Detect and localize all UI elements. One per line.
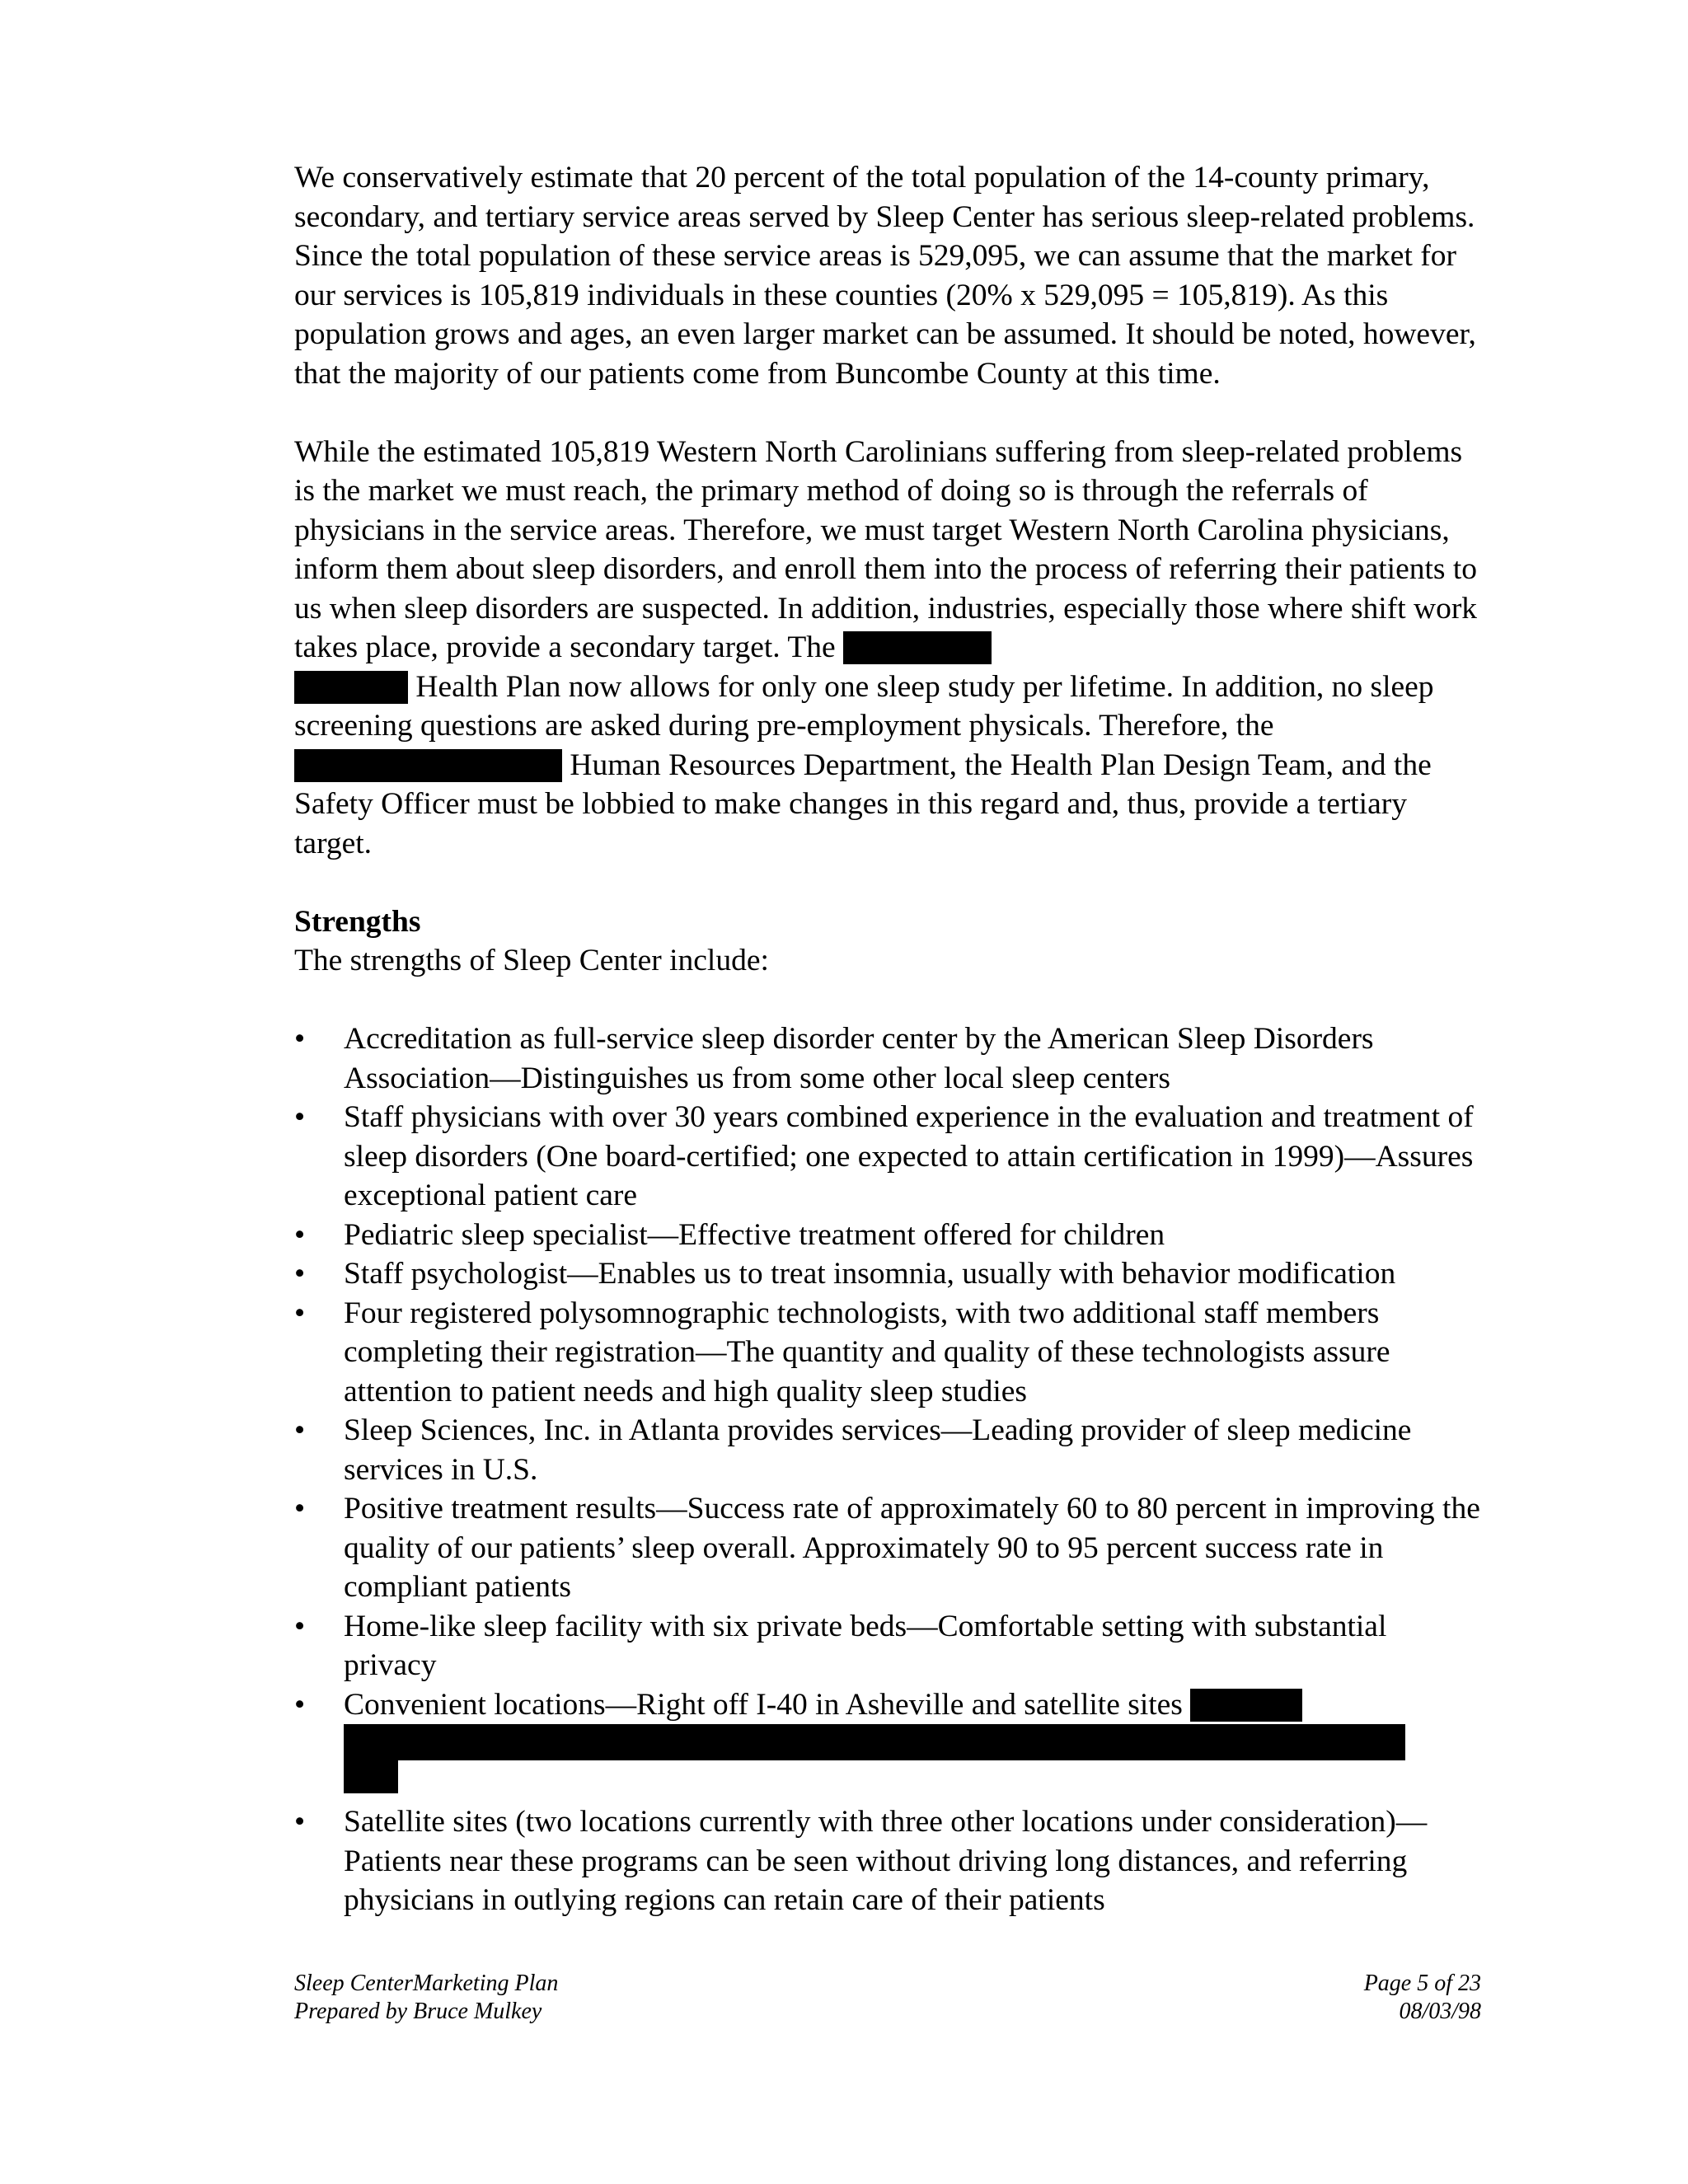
list-item-text: Home-like sleep facility with six private beds—Comfortable setting with substantial privacy — [344, 1609, 1387, 1682]
list-item-text: Staff physicians with over 30 years combined experience in the evaluation and treatment of sleep disorders (One board-certified; one expected to attain certification in 1999)—Assures exceptional patient care — [344, 1100, 1474, 1212]
list-item-text: Convenient locations—Right off I-40 in Asheville and satellite sites — [344, 1687, 1183, 1722]
bullet: • — [294, 1022, 306, 1056]
redaction-bar — [344, 1760, 398, 1793]
bullet: • — [294, 1492, 306, 1526]
list-item-text: Pediatric sleep specialist—Effective treatment offered for children — [344, 1217, 1165, 1252]
list-item — [294, 1216, 1481, 1255]
list-item — [294, 1019, 1481, 1098]
page-footer — [294, 1970, 1481, 2026]
redaction-bar — [294, 671, 408, 704]
document-body — [294, 158, 1481, 1920]
bullet: • — [294, 1687, 306, 1722]
list-item — [294, 1411, 1481, 1489]
strengths-list-continued — [294, 1802, 1481, 1920]
list-item-text: Satellite sites (two locations currently with three other locations under consideration)—Patients near these programs can be seen without driving long distances, and referring physicians in outlying regions can retain care of their patients — [344, 1805, 1428, 1917]
footer-row — [294, 1970, 1481, 1998]
target-market-text-2: Health Plan now allows for only one sleep study per lifetime. In addition, no sleep screening questions are asked during pre-employment physicals. Therefore, the — [294, 669, 1434, 743]
redaction-bar — [294, 749, 562, 782]
list-item — [294, 1607, 1481, 1685]
redaction-bar — [843, 631, 992, 664]
redacted-block — [294, 1724, 1481, 1802]
list-item — [294, 1254, 1481, 1294]
bullet: • — [294, 1257, 306, 1291]
list-item-text: Sleep Sciences, Inc. in Atlanta provides services—Leading provider of sleep medicine services in U.S. — [344, 1413, 1412, 1487]
list-item-text: Accreditation as full-service sleep disorder center by the American Sleep Disorders Association—Distinguishes us from some other local sleep centers — [344, 1022, 1374, 1095]
footer-row — [294, 1998, 1481, 2026]
paragraph-gap — [294, 981, 1481, 1020]
footer-page-number: Page 5 of 23 — [1363, 1971, 1481, 1996]
bullet: • — [294, 1296, 306, 1330]
list-item — [294, 1489, 1481, 1607]
footer-author: Prepared by Bruce Mulkey — [294, 1999, 542, 2024]
market-estimate-paragraph: We conservatively estimate that 20 percent of the total population of the 14-county primary, secondary, and tertiary service areas served by Sleep Center has serious sleep-related problems. Since the total population of these service areas is 529,095, we can assume that the market for our services is 105,819 individuals in these counties (20% x 529,095 = 105,819). As this population grows and ages, an even larger market can be assumed. It should be noted, however, that the majority of our patients come from Buncombe County at this time. — [294, 161, 1476, 391]
paragraph-gap — [294, 393, 1481, 433]
footer-document-title: Sleep CenterMarketing Plan — [294, 1971, 559, 1996]
list-item — [294, 1685, 1481, 1725]
target-market-text-1: While the estimated 105,819 Western North Carolinians suffering from sleep-related problems is the market we must reach, the primary method of doing so is through the referrals of physicians in the service areas. Therefore, we must target Western North Carolina physicians, inform them about sleep disorders, and enroll them into the process of referring their patients to us when sleep disorders are suspected. In addition, industries, especially those where shift work takes place, provide a secondary target. The — [294, 434, 1478, 664]
bullet: • — [294, 1413, 306, 1447]
strengths-heading: Strengths — [294, 904, 421, 939]
list-item-text: Staff psychologist—Enables us to treat insomnia, usually with behavior modification — [344, 1257, 1396, 1291]
list-item-text: Four registered polysomnographic technologists, with two additional staff members completing their registration—The quantity and quality of these technologists assure attention to patient needs and high quality sleep studies — [344, 1296, 1390, 1408]
footer-date: 08/03/98 — [1399, 1999, 1481, 2024]
paragraph-gap — [294, 863, 1481, 902]
bullet: • — [294, 1805, 306, 1839]
target-market-text-3: Human Resources Department, the Health Plan Design Team, and the Safety Officer must be lobbied to make changes in this regard and, thus, provide a tertiary target. — [294, 748, 1432, 860]
list-item-text: Positive treatment results—Success rate of approximately 60 to 80 percent in improving the quality of our patients’ sleep overall. Approximately 90 to 95 percent success rate in compliant patients — [344, 1492, 1480, 1604]
target-market-paragraph — [294, 433, 1481, 864]
list-item — [294, 1294, 1481, 1412]
redaction-bar — [1190, 1689, 1302, 1722]
strengths-intro: The strengths of Sleep Center include: — [294, 944, 769, 977]
bullet: • — [294, 1609, 306, 1643]
bullet: • — [294, 1100, 306, 1134]
list-item — [294, 1098, 1481, 1216]
list-item — [294, 1802, 1481, 1920]
bullet: • — [294, 1217, 306, 1252]
strengths-list — [294, 1019, 1481, 1724]
redaction-bar — [344, 1724, 1405, 1760]
